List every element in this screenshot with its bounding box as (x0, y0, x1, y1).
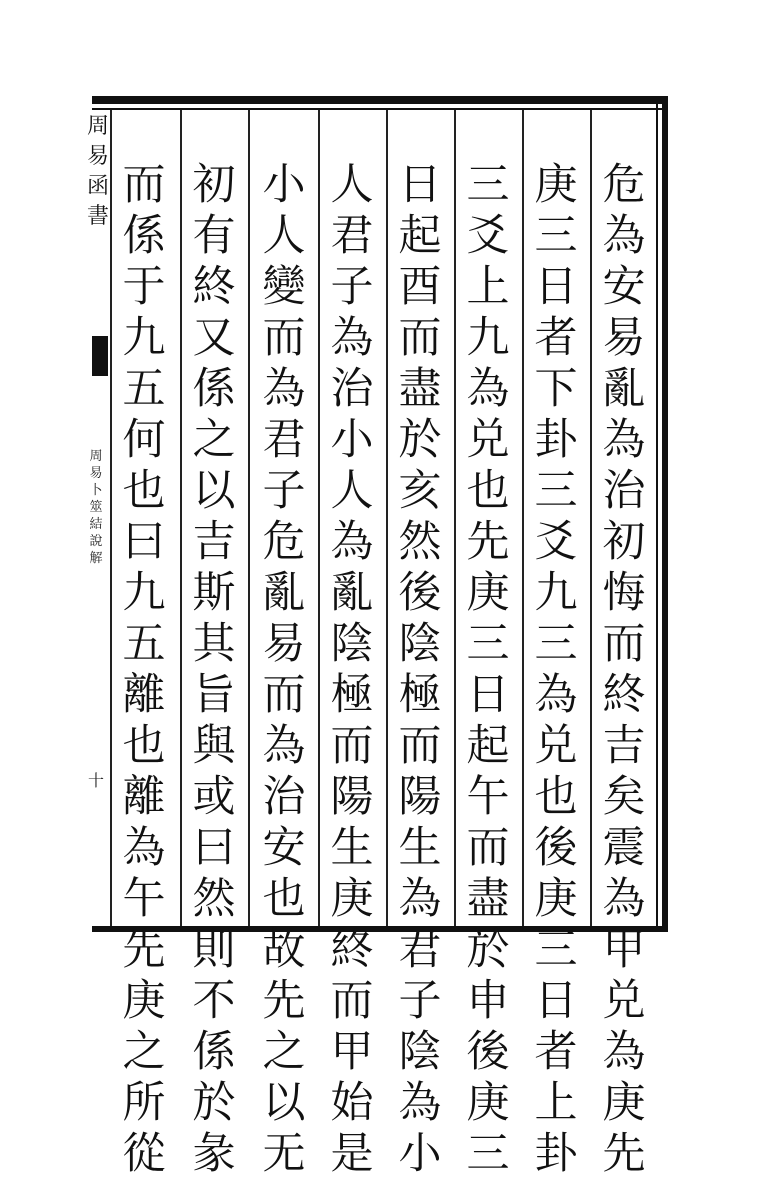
text-column-2: 庚三日者下卦三爻九三為兑也後庚三日者上卦 (534, 160, 578, 1179)
text-column-8: 而係于九五何也曰九五離也離為午先庚之所從 (122, 160, 166, 1179)
text-column-6: 小人變而為君子危亂易而為治安也故先之以无 (262, 160, 306, 1179)
frame-top-border (92, 96, 668, 104)
column-rule (454, 110, 456, 926)
frame-right-inner-border (656, 104, 658, 932)
fishtail-mark (92, 336, 108, 376)
running-head-subtitle: 周易卜筮結說解 (89, 449, 103, 566)
column-rule (248, 110, 250, 926)
running-head-title: 周易函書 (86, 114, 109, 229)
column-rule (590, 110, 592, 926)
frame-bottom-border (92, 926, 668, 932)
column-rule (386, 110, 388, 926)
text-column-1: 危為安易亂為治初悔而終吉矣震為甲兑為庚先 (602, 160, 646, 1179)
column-rule (110, 110, 112, 926)
column-rule (522, 110, 524, 926)
text-column-5: 人君子為治小人為亂陰極而陽生庚終而甲始是 (330, 160, 374, 1179)
frame-right-border (662, 96, 668, 932)
text-column-4: 日起酉而盡於亥然後陰極而陽生為君子陰為小 (398, 160, 442, 1179)
text-column-7: 初有終又係之以吉斯其旨與或曰然則不係於彖 (192, 160, 236, 1179)
frame-top-inner-border (92, 108, 668, 110)
page-number: 十 (87, 771, 104, 790)
column-rule (318, 110, 320, 926)
text-column-3: 三爻上九為兑也先庚三日起午而盡於申後庚三 (466, 160, 510, 1179)
column-rule (180, 110, 182, 926)
